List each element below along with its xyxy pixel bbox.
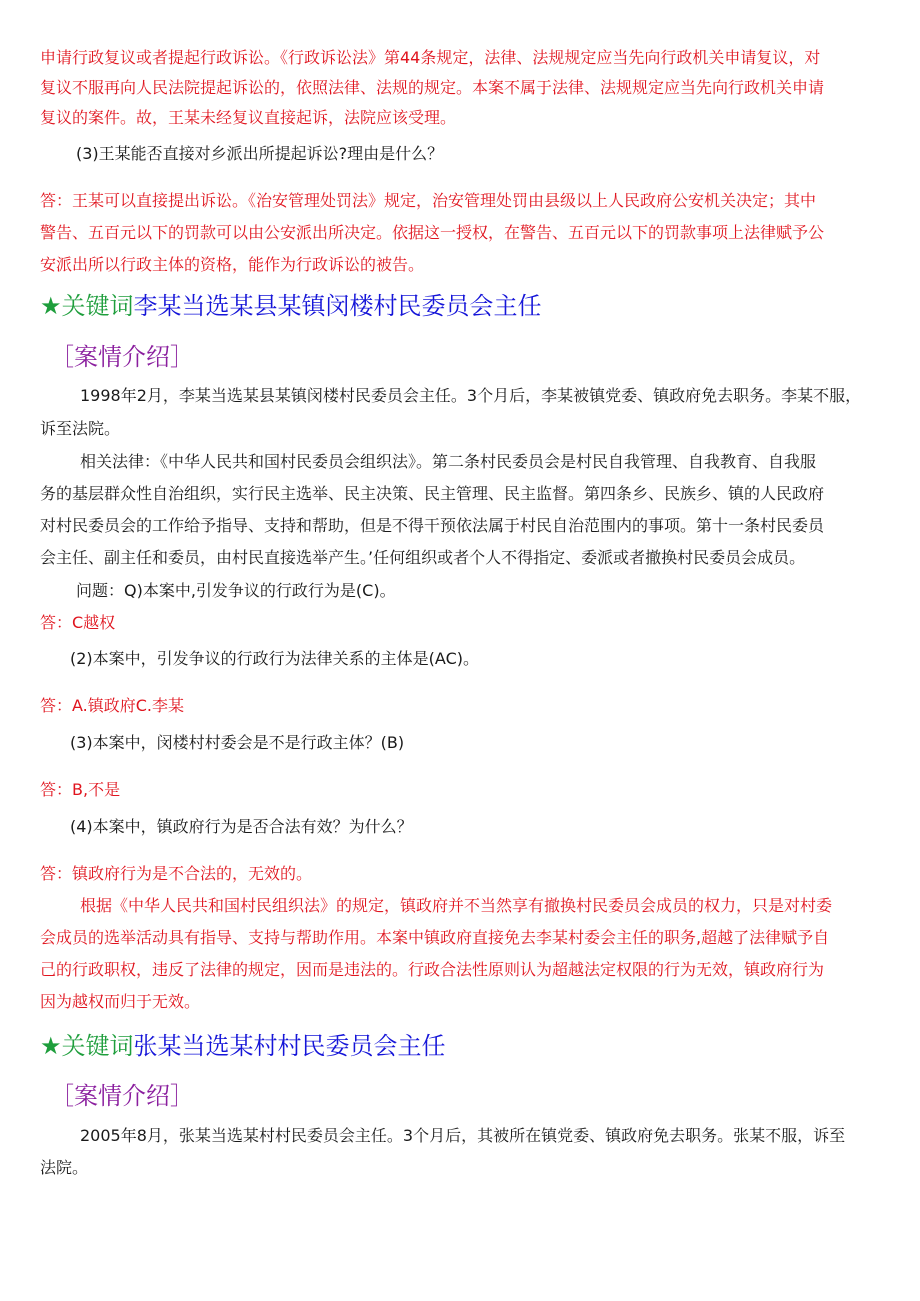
answer-text: 答：镇政府行为是不合法的，无效的。 [40, 864, 313, 883]
case-heading: ［案情介绍］ [50, 1082, 194, 1110]
star-icon: ★ [40, 1032, 62, 1060]
case-intro-line: 1998年2月，李某当选某县某镇闵楼村民委员会主任。3个月后，李某被镇党委、镇政府免去职务。李某不服， [80, 386, 862, 405]
case-intro-line: 法院。 [40, 1158, 89, 1177]
question-text: (3)王某能否直接对乡派出所提起诉讼?理由是什么？ [76, 144, 444, 163]
answer-detail-line: 己的行政职权，违反了法律的规定，因而是违法的。行政合法性原则认为超越法定权限的行为无效，镇政府行为 [40, 960, 825, 979]
case-intro-line: 诉至法院。 [40, 419, 121, 438]
keyword-label: 关键词 [61, 292, 134, 320]
star-icon: ★ [40, 292, 62, 320]
answer-text: 答：B,不是 [40, 780, 121, 799]
question-text: (2)本案中，引发争议的行政行为法律关系的主体是(AC)。 [70, 649, 479, 668]
answer-line: 安派出所以行政主体的资格，能作为行政诉讼的被告。 [40, 255, 425, 274]
keyword-heading [40, 290, 542, 322]
case-heading: ［案情介绍］ [50, 343, 194, 371]
keyword-label: 关键词 [61, 1032, 134, 1060]
answer-line: 答：王某可以直接提出诉讼。《治安管理处罚法》规定，治安管理处罚由县级以上人民政府公安机关决定；其中 [40, 191, 817, 210]
answer-text: 答：C越权 [40, 613, 116, 632]
paragraph-line: 复议的案件。故，王某未经复议直接起诉，法院应该受理。 [40, 108, 457, 127]
paragraph-line: 申请行政复议或者提起行政诉讼。《行政诉讼法》第44条规定，法律、法规规定应当先向行政机关申请复议，对 [40, 48, 821, 67]
law-text-line: 会主任、副主任和委员，由村民直接选举产生。’任何组织或者个人不得指定、委派或者撤换村民委员会成员。 [40, 548, 806, 567]
question-text: 问题：Q)本案中,引发争议的行政行为是(C)。 [76, 581, 396, 600]
keyword-title: 李某当选某县某镇闵楼村民委员会主任 [133, 292, 542, 320]
answer-detail-line: 根据《中华人民共和国村民组织法》的规定，镇政府并不当然享有撤换村民委员会成员的权力，只是对村委 [80, 896, 833, 915]
answer-text: 答：A.镇政府C.李某 [40, 696, 185, 715]
answer-detail-line: 因为越权而归于无效。 [40, 992, 201, 1011]
law-text-line: 对村民委员会的工作给予指导、支持和帮助，但是不得干预依法属于村民自治范围内的事项。第十一条村民委员 [40, 516, 825, 535]
question-text: (4)本案中，镇政府行为是否合法有效？为什么？ [70, 817, 413, 836]
keyword-title: 张某当选某村村民委员会主任 [133, 1032, 446, 1060]
answer-detail-line: 会成员的选举活动具有指导、支持与帮助作用。本案中镇政府直接免去李某村委会主任的职务,超越了法律赋予自 [40, 928, 830, 947]
answer-line: 警告、五百元以下的罚款可以由公安派出所决定。依据这一授权，在警告、五百元以下的罚款事项上法律赋予公 [40, 223, 825, 242]
law-text-line: 务的基层群众性自治组织，实行民主选举、民主决策、民主管理、民主监督。第四条乡、民族乡、镇的人民政府 [40, 484, 825, 503]
keyword-heading [40, 1030, 446, 1062]
law-text-line: 相关法律：《中华人民共和国村民委员会组织法》。第二条村民委员会是村民自我管理、自我教育、自我服 [80, 452, 817, 471]
case-intro-line: 2005年8月，张某当选某村村民委员会主任。3个月后，其被所在镇党委、镇政府免去职务。张某不服，诉至 [80, 1126, 846, 1145]
paragraph-line: 复议不服再向人民法院提起诉讼的，依照法律、法规的规定。本案不属于法律、法规规定应当先向行政机关申请 [40, 78, 825, 97]
question-text: (3)本案中，闵楼村村委会是不是行政主体？(B) [70, 733, 405, 752]
